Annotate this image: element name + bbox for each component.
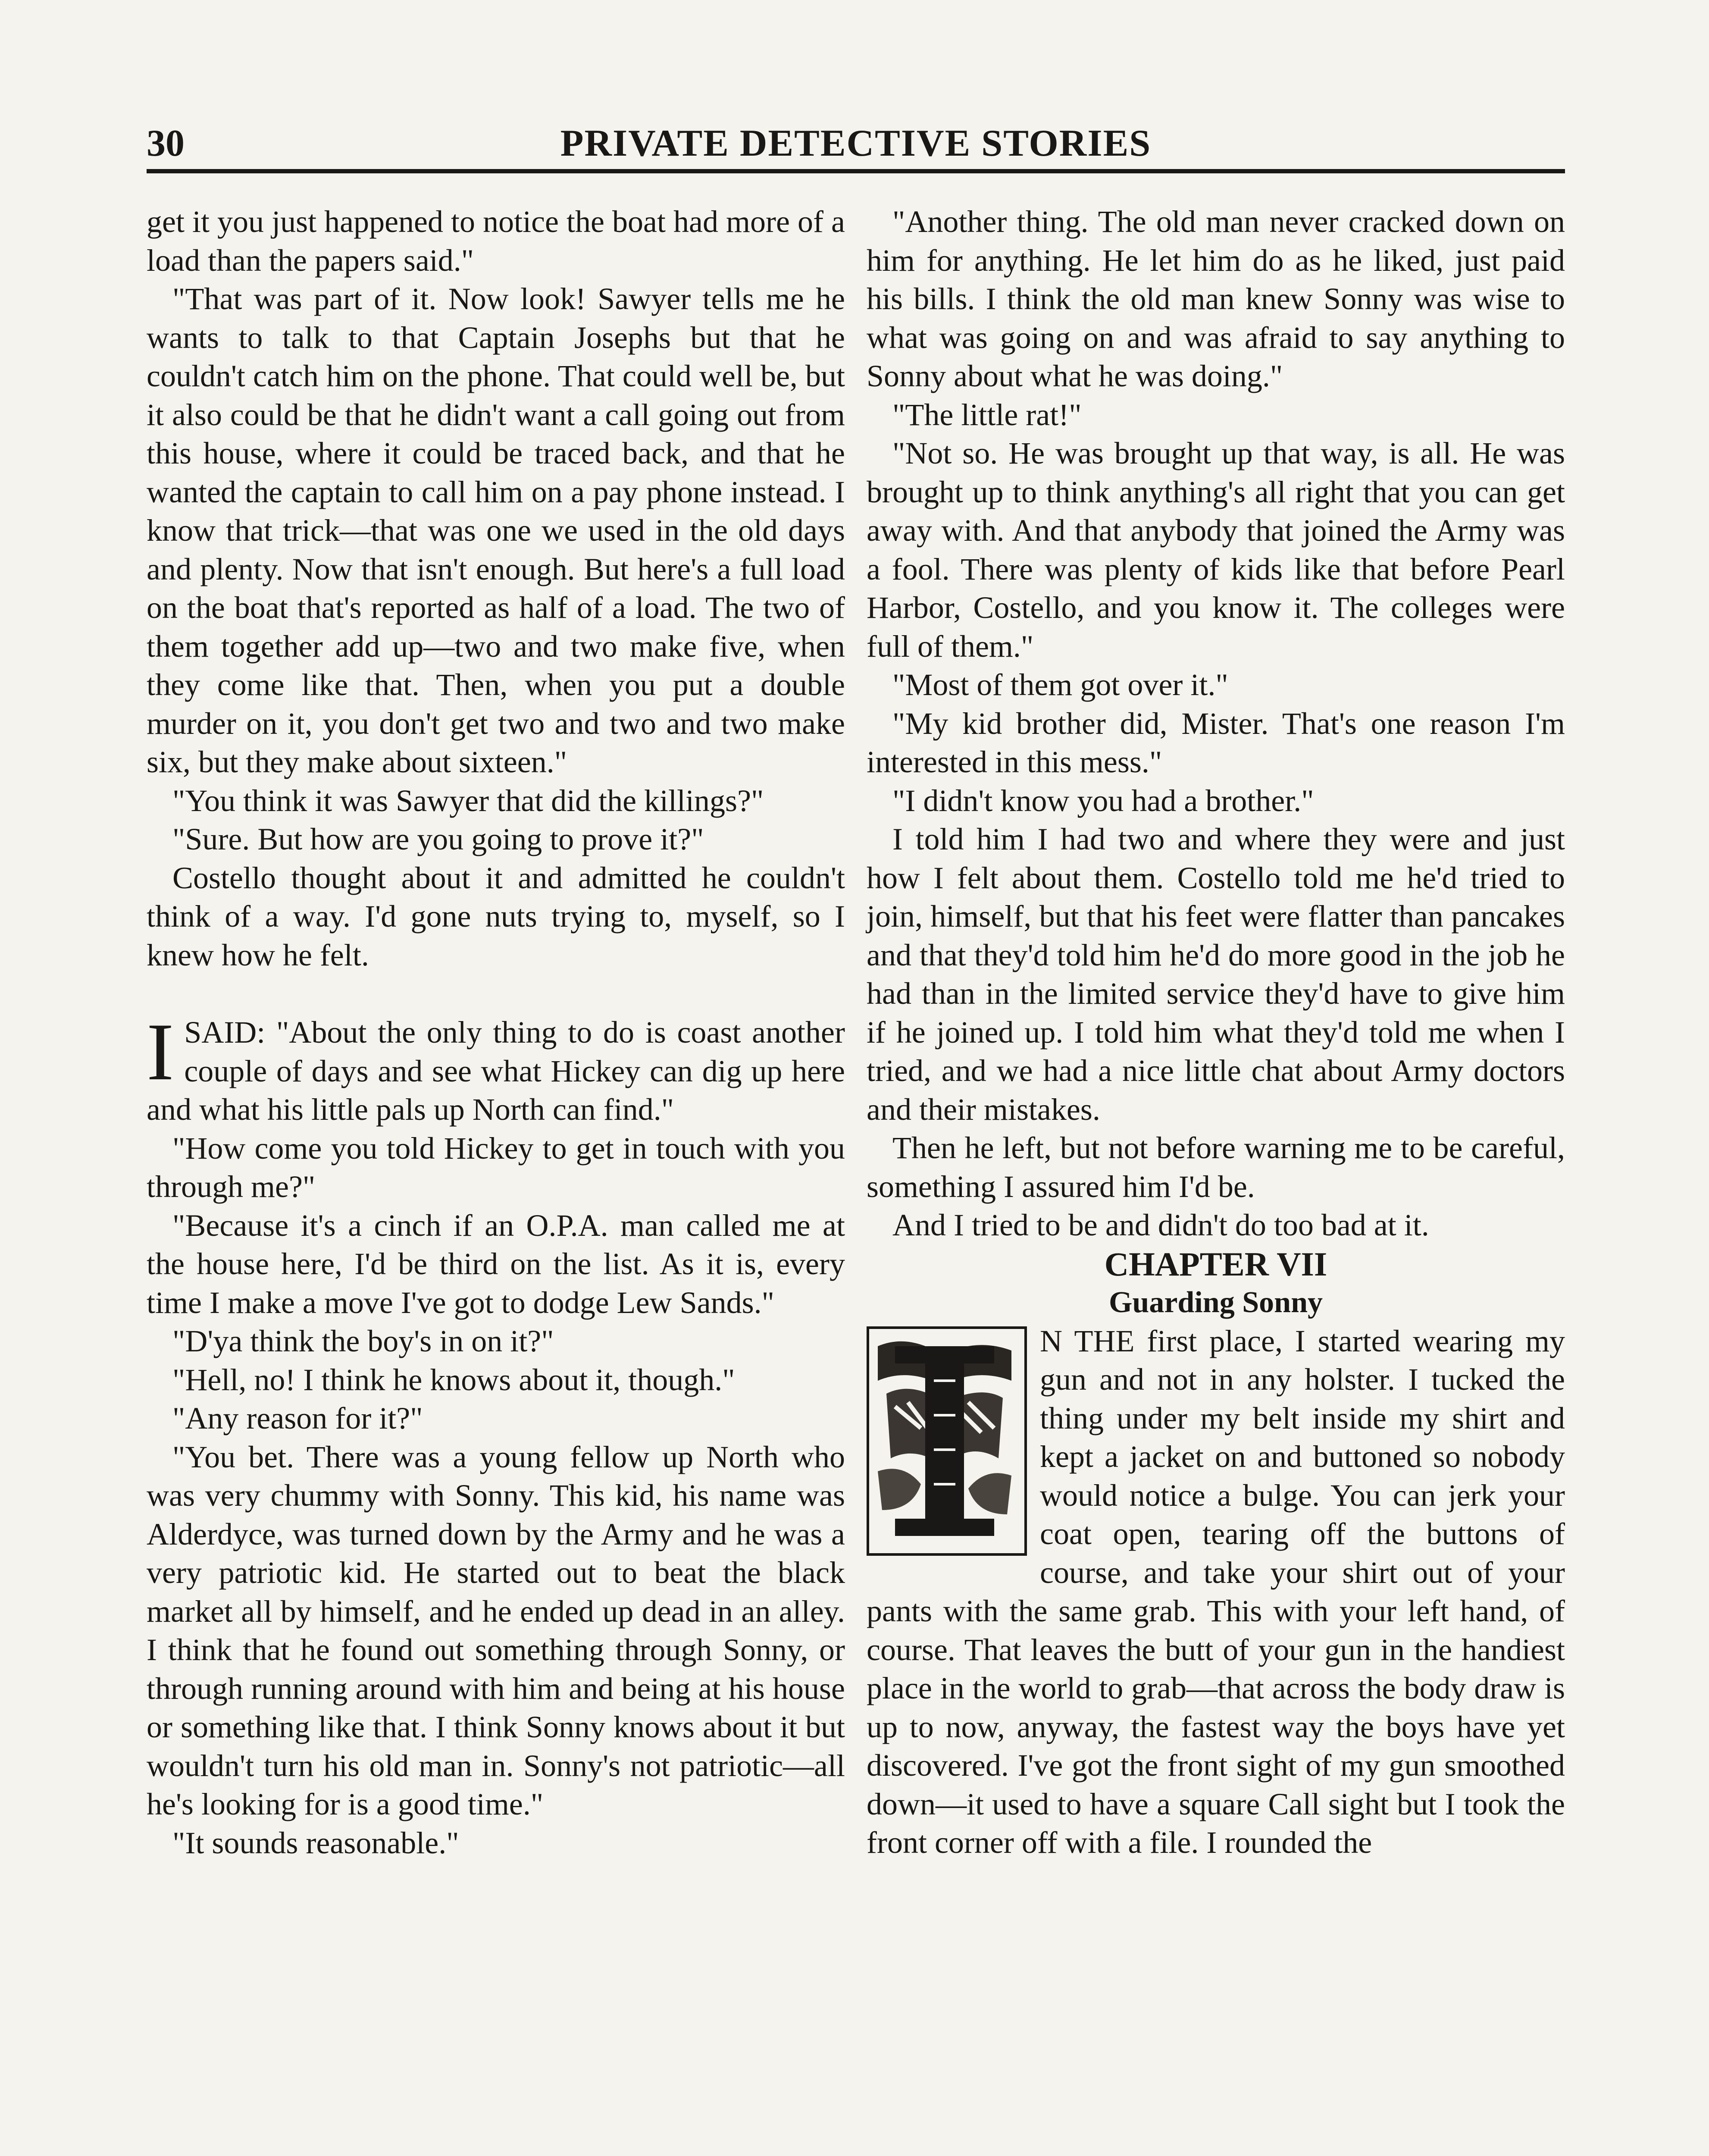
paragraph: "D'ya think the boy's in on it?" xyxy=(172,1324,554,1358)
paragraph: "Another thing. The old man never cracked down on him for anything. He let him do as he liked, just paid his bills. I think the old man knew Sonny was wise to what was going on and was afraid to say anything to Sonny about what he was doing." xyxy=(867,204,1565,393)
chapter-opening-paragraph xyxy=(867,1322,1565,1862)
paragraph: Then he left, but not before warning me to be careful, something I assured him I'd be. xyxy=(867,1131,1565,1204)
left-column xyxy=(147,203,845,1862)
paragraph: "Hell, no! I think he knows about it, though." xyxy=(172,1362,735,1397)
paragraph: "I didn't know you had a brother." xyxy=(892,783,1314,818)
right-column xyxy=(867,203,1565,1862)
paragraph: "Sure. But how are you going to prove it?" xyxy=(172,822,704,856)
paragraph: "My kid brother did, Mister. That's one reason I'm interested in this mess." xyxy=(867,706,1565,779)
running-title: PRIVATE DETECTIVE STORIES xyxy=(560,122,1152,164)
woodcut-letter-i-icon xyxy=(867,1326,1027,1556)
paragraph: get it you just happened to notice the boat had more of a load than the papers said." xyxy=(147,204,845,278)
drop-cap: I xyxy=(147,1007,174,1097)
paragraph: "Not so. He was brought up that way, is all. He was brought up to think anything's all right that you can get away with. And that anybody that joined the Army was a fool. There was plenty of kids like that before Pearl Harbor, Costello, and you know it. The colleges were full of them." xyxy=(867,436,1565,664)
paragraph: "You think it was Sawyer that did the killings?" xyxy=(172,783,764,818)
paragraph: "How come you told Hickey to get in touch with you through me?" xyxy=(147,1131,845,1204)
paragraph: "That was part of it. Now look! Sawyer tells me he wants to talk to that Captain Josephs but that he couldn't catch him on the phone. That could well be, but it also could be that he didn't want a call going out from this house, where it could be traced back, and that he wanted the captain to call him on a pay phone instead. I know that trick—that was one we used in the old days and plenty. Now that isn't enough. But here's a full load on the boat that's reported as half of a load. The two of them together add up—two and two make five, when they come like that. Then, when you put a double murder on it, you don't get two and two and two make six, but they make about sixteen." xyxy=(147,282,845,779)
paragraph: "The little rat!" xyxy=(892,397,1082,432)
chapter-title: CHAPTER VII xyxy=(1104,1245,1327,1283)
paragraph: "It sounds reasonable." xyxy=(172,1825,459,1860)
page-number: 30 xyxy=(147,122,185,164)
paragraph: "Any reason for it?" xyxy=(172,1401,423,1435)
paragraph: I told him I had two and where they were and just how I felt about them. Costello told me he'd tried to join, himself, but that his feet were flatter than pancakes and that they'd told him he'd do more good in the job he had than in the limited service they'd have to give him if he joined up. I told him what they'd told me when I tried, and we had a nice little chat about Army doctors and their mistakes. xyxy=(867,822,1565,1127)
paragraph: "You bet. There was a young fellow up North who was very chummy with Sonny. This kid, his name was Alderdyce, was turned down by the Army and he was a very patriotic kid. He started out to beat the black market all by himself, and he ended up dead in an alley. I think that he found out something through Sonny, or through running around with him and being at his house or something like that. I think Sonny knows about it but wouldn't turn his old man in. Sonny's not patriotic—all he's looking for is a good time." xyxy=(147,1439,845,1821)
chapter-subtitle: Guarding Sonny xyxy=(1108,1286,1323,1319)
paragraph: "Most of them got over it." xyxy=(892,667,1228,702)
section-opening-paragraph xyxy=(147,1007,845,1129)
section-opening-text: SAID: "About the only thing to do is coast another couple of days and see what Hickey can dig up here and what his little pals up North can find." xyxy=(147,1015,845,1127)
paragraph: Costello thought about it and admitted he couldn't think of a way. I'd gone nuts trying to, myself, so I knew how he felt. xyxy=(147,860,845,972)
paragraph: And I tried to be and didn't do too bad at it. xyxy=(892,1208,1429,1242)
header-rule xyxy=(147,169,1565,173)
paragraph: "Because it's a cinch if an O.P.A. man called me at the house here, I'd be third on the list. As it is, every time I make a move I've got to dodge Lew Sands." xyxy=(147,1208,845,1320)
chapter-opening-text: N THE first place, I started wearing my gun and not in any holster. I tucked the thing under my belt inside my shirt and kept a jacket on and buttoned so nobody would notice a bulge. You can jerk your coat open, tearing off the buttons of course, and take your shirt out of your pants with the same grab. This with your left hand, of course. That leaves the butt of your gun in the handiest place in the world to grab—that across the body draw is up to now, anyway, the fastest way the boys have yet discovered. I've got the front sight of my gun smoothed down—it used to have a square Call sight but I took the front corner off with a file. I rounded the xyxy=(867,1323,1565,1860)
page-header xyxy=(147,116,1565,172)
woodcut-art xyxy=(869,1329,1019,1548)
